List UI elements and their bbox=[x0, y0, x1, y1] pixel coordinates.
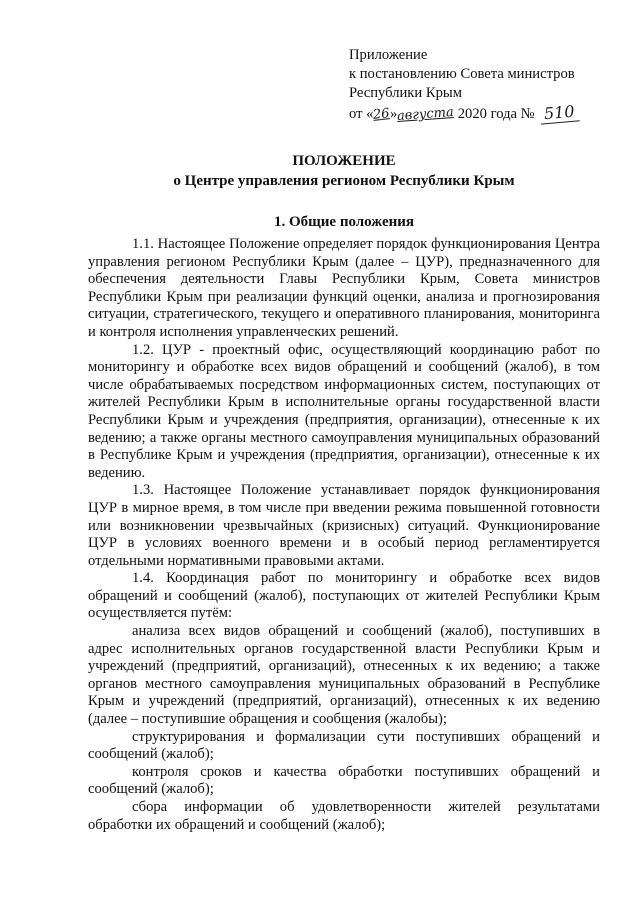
document-title: ПОЛОЖЕНИЕ bbox=[292, 153, 396, 169]
document-body bbox=[88, 236, 600, 834]
paragraph-1-4: 1.4. Координация работ по мониторингу и обработке всех видов обращений и сообщений (жалоб), поступающих от жителей Республики Крым осуществляется путём: bbox=[88, 570, 600, 622]
document-subtitle: о Центре управления регионом Республики Крым bbox=[173, 173, 515, 189]
handwritten-month: августа bbox=[396, 105, 455, 124]
paragraph-1-3: 1.3. Настоящее Положение устанавливает порядок функционирования ЦУР в мирное время, в том числе при введении режима повышенной готовности или возникновении чрезвычайных (кризисных) ситуаций. Функционирование ЦУР в условиях военного времени и в особый период регламентируется отдельными нормативными правовыми актами. bbox=[88, 482, 600, 569]
section-heading: 1. Общие положения bbox=[273, 214, 415, 230]
paragraph-1-1: 1.1. Настоящее Положение определяет порядок функционирования Центра управления регионом Республики Крым (далее – ЦУР), предназначенного для обеспечения деятельности Главы Республики Крым, Совета министров Республики Крым при реализации функций оценки, анализа и прогнозирования ситуации, стратегического, текущего и оперативного планирования, мониторинга и контроля исполнения управленческих решений. bbox=[88, 236, 600, 340]
date-prefix: от « bbox=[349, 106, 374, 122]
paragraph-1-2: 1.2. ЦУР - проектный офис, осуществляющий координацию работ по мониторингу и обработке всех видов обращений и сообщений (жалоб), в том числе обрабатываемых посредством информационных систем, поступающих от жителей Республики Крым в исполнительные органы государственной власти Республики Крым и учреждения (предприятия, организации), отнесенные к их ведению; а также органы местного самоуправления муниципальных образований в Республике Крым и учреждения (предприятия, организации), отнесенные к их ведению. bbox=[88, 341, 600, 481]
list-item-feedback: сбора информации об удовлетворенности жителей результатами обработки их обращений и сообщений (жалоб); bbox=[88, 799, 600, 833]
title-block bbox=[88, 152, 600, 232]
annex-line-1: Приложение bbox=[349, 47, 428, 63]
list-item-structuring: структурирования и формализации сути поступивших обращений и сообщений (жалоб); bbox=[88, 728, 600, 763]
annex-block bbox=[349, 46, 629, 124]
date-close: » bbox=[389, 106, 398, 122]
annex-date-line bbox=[349, 103, 629, 124]
list-item-analysis: анализа всех видов обращений и сообщений (жалоб), поступивших в адрес исполнительных органов государственной власти Республики Крым и учреждений (предприятий, организаций), отнесенных к их ведению; а также органов местного самоуправления муниципальных образований в Республике Крым и учреждений (предприятий, организаций), отнесенных к их ведению (далее – поступившие обращения и сообщения (жалобы); bbox=[88, 623, 600, 728]
annex-line-3: Республики Крым bbox=[349, 85, 462, 101]
handwritten-number: 510 bbox=[539, 101, 579, 124]
annex-line-2: к постановлению Совета министров bbox=[349, 66, 575, 82]
date-year: 2020 года № bbox=[457, 106, 535, 122]
list-item-control: контроля сроков и качества обработки поступивших обращений и сообщений (жалоб); bbox=[88, 763, 600, 798]
handwritten-day: 26 bbox=[372, 106, 391, 123]
